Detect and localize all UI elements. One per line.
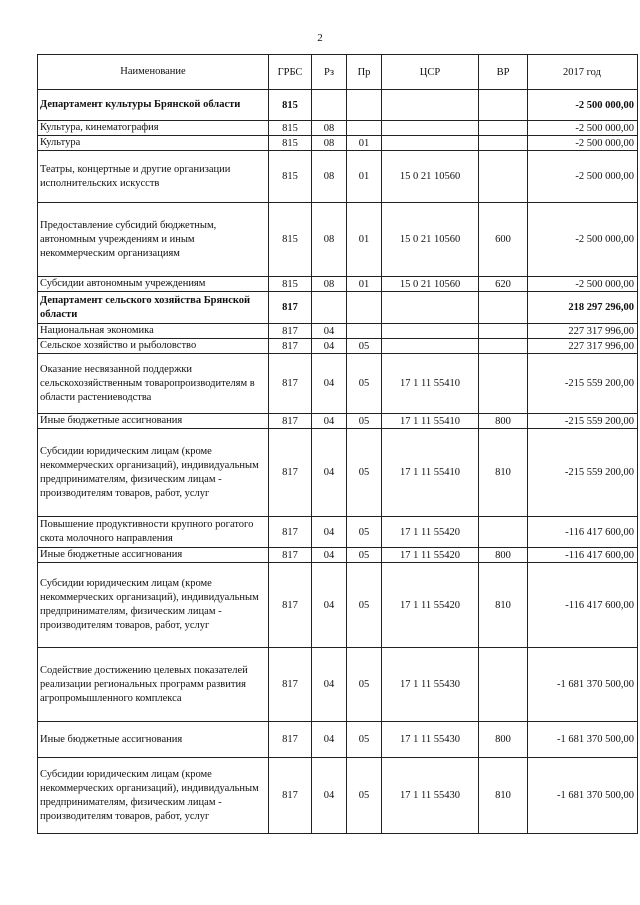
cell-name: Культура, кинематография — [38, 121, 269, 136]
cell-grbs: 817 — [269, 414, 312, 429]
cell-amount: -2 500 000,00 — [528, 151, 638, 203]
cell-vr — [479, 517, 528, 548]
cell-pr — [347, 90, 382, 121]
table-row — [38, 414, 638, 429]
cell-grbs: 815 — [269, 90, 312, 121]
cell-rz: 08 — [312, 136, 347, 151]
cell-rz: 08 — [312, 277, 347, 292]
cell-pr: 05 — [347, 722, 382, 758]
cell-vr — [479, 151, 528, 203]
cell-grbs: 815 — [269, 121, 312, 136]
cell-csr: 17 1 11 55410 — [382, 414, 479, 429]
cell-csr: 17 1 11 55410 — [382, 354, 479, 414]
cell-rz: 04 — [312, 758, 347, 834]
cell-amount: -1 681 370 500,00 — [528, 648, 638, 722]
cell-name: Национальная экономика — [38, 324, 269, 339]
cell-grbs: 817 — [269, 517, 312, 548]
cell-pr: 01 — [347, 151, 382, 203]
column-header-amount: 2017 год — [528, 55, 638, 90]
table-row — [38, 121, 638, 136]
table-row — [38, 548, 638, 563]
cell-amount: -1 681 370 500,00 — [528, 722, 638, 758]
cell-csr: 15 0 21 10560 — [382, 203, 479, 277]
cell-grbs: 817 — [269, 758, 312, 834]
cell-pr: 05 — [347, 414, 382, 429]
cell-amount: 218 297 296,00 — [528, 292, 638, 324]
cell-amount: -2 500 000,00 — [528, 203, 638, 277]
cell-rz: 04 — [312, 517, 347, 548]
cell-rz: 04 — [312, 429, 347, 517]
table-header-row — [38, 55, 638, 90]
cell-vr — [479, 324, 528, 339]
cell-pr — [347, 324, 382, 339]
cell-csr: 17 1 11 55430 — [382, 758, 479, 834]
cell-name: Иные бюджетные ассигнования — [38, 548, 269, 563]
cell-pr: 01 — [347, 203, 382, 277]
cell-name: Содействие достижению целевых показателей реализации региональных программ развития агропромышленного комплекса — [38, 648, 269, 722]
cell-name: Иные бюджетные ассигнования — [38, 414, 269, 429]
cell-vr: 800 — [479, 722, 528, 758]
cell-amount: -116 417 600,00 — [528, 548, 638, 563]
table-row — [38, 563, 638, 648]
column-header-pr: Пр — [347, 55, 382, 90]
cell-pr — [347, 121, 382, 136]
cell-name: Субсидии юридическим лицам (кроме некоммерческих организаций), индивидуальным предпринимателям, физическим лицам - производителям товаров, работ, услуг — [38, 563, 269, 648]
cell-pr: 05 — [347, 758, 382, 834]
cell-grbs: 817 — [269, 292, 312, 324]
cell-vr: 810 — [479, 429, 528, 517]
cell-csr: 17 1 11 55410 — [382, 429, 479, 517]
cell-rz: 04 — [312, 414, 347, 429]
cell-grbs: 817 — [269, 722, 312, 758]
cell-pr: 01 — [347, 277, 382, 292]
table-row — [38, 136, 638, 151]
cell-csr — [382, 136, 479, 151]
table-row — [38, 517, 638, 548]
cell-amount: -2 500 000,00 — [528, 121, 638, 136]
cell-name: Оказание несвязанной поддержки сельскохозяйственным товаропроизводителям в области растениеводства — [38, 354, 269, 414]
cell-grbs: 815 — [269, 203, 312, 277]
cell-name: Субсидии юридическим лицам (кроме некоммерческих организаций), индивидуальным предпринимателям, физическим лицам - производителям товаров, работ, услуг — [38, 429, 269, 517]
cell-grbs: 817 — [269, 563, 312, 648]
cell-grbs: 815 — [269, 277, 312, 292]
table-row — [38, 648, 638, 722]
cell-rz: 04 — [312, 563, 347, 648]
table-row — [38, 203, 638, 277]
cell-csr: 17 1 11 55420 — [382, 517, 479, 548]
cell-csr — [382, 339, 479, 354]
cell-name: Культура — [38, 136, 269, 151]
cell-rz: 04 — [312, 648, 347, 722]
cell-pr: 05 — [347, 429, 382, 517]
column-header-grbs: ГРБС — [269, 55, 312, 90]
cell-amount: -215 559 200,00 — [528, 354, 638, 414]
column-header-vr: ВР — [479, 55, 528, 90]
cell-csr: 15 0 21 10560 — [382, 151, 479, 203]
table-row — [38, 354, 638, 414]
cell-rz — [312, 90, 347, 121]
cell-vr: 810 — [479, 563, 528, 648]
cell-amount: -2 500 000,00 — [528, 90, 638, 121]
cell-amount: -116 417 600,00 — [528, 517, 638, 548]
cell-csr: 17 1 11 55420 — [382, 563, 479, 648]
cell-grbs: 817 — [269, 648, 312, 722]
cell-csr: 17 1 11 55420 — [382, 548, 479, 563]
cell-csr — [382, 121, 479, 136]
cell-pr — [347, 292, 382, 324]
cell-pr: 05 — [347, 648, 382, 722]
cell-grbs: 817 — [269, 324, 312, 339]
cell-rz: 08 — [312, 121, 347, 136]
cell-amount: 227 317 996,00 — [528, 339, 638, 354]
table-row — [38, 292, 638, 324]
cell-pr: 05 — [347, 548, 382, 563]
cell-csr: 17 1 11 55430 — [382, 648, 479, 722]
cell-csr — [382, 90, 479, 121]
cell-pr: 05 — [347, 339, 382, 354]
table-row — [38, 151, 638, 203]
cell-vr — [479, 121, 528, 136]
cell-name: Театры, концертные и другие организации исполнительских искусств — [38, 151, 269, 203]
cell-rz: 04 — [312, 339, 347, 354]
table-row — [38, 429, 638, 517]
cell-vr — [479, 136, 528, 151]
cell-amount: -1 681 370 500,00 — [528, 758, 638, 834]
cell-rz: 08 — [312, 151, 347, 203]
table-body — [38, 90, 638, 834]
table-row — [38, 722, 638, 758]
cell-grbs: 817 — [269, 354, 312, 414]
cell-rz: 04 — [312, 548, 347, 563]
cell-vr — [479, 292, 528, 324]
cell-amount: -116 417 600,00 — [528, 563, 638, 648]
page-number: 2 — [317, 32, 323, 44]
cell-vr — [479, 339, 528, 354]
cell-pr: 05 — [347, 563, 382, 648]
cell-name: Субсидии автономным учреждениям — [38, 277, 269, 292]
cell-grbs: 817 — [269, 429, 312, 517]
cell-name: Департамент культуры Брянской области — [38, 90, 269, 121]
column-header-rz: Рз — [312, 55, 347, 90]
cell-vr — [479, 354, 528, 414]
cell-csr: 15 0 21 10560 — [382, 277, 479, 292]
cell-rz: 04 — [312, 722, 347, 758]
cell-amount: -215 559 200,00 — [528, 429, 638, 517]
cell-amount: 227 317 996,00 — [528, 324, 638, 339]
cell-pr: 05 — [347, 517, 382, 548]
cell-grbs: 815 — [269, 136, 312, 151]
cell-vr: 600 — [479, 203, 528, 277]
cell-amount: -215 559 200,00 — [528, 414, 638, 429]
cell-csr: 17 1 11 55430 — [382, 722, 479, 758]
table-row — [38, 324, 638, 339]
cell-name: Субсидии юридическим лицам (кроме некоммерческих организаций), индивидуальным предпринимателям, физическим лицам - производителям товаров, работ, услуг — [38, 758, 269, 834]
cell-rz: 08 — [312, 203, 347, 277]
cell-amount: -2 500 000,00 — [528, 277, 638, 292]
cell-grbs: 817 — [269, 339, 312, 354]
cell-name: Предоставление субсидий бюджетным, автономным учреждениям и иным некоммерческим организациям — [38, 203, 269, 277]
cell-vr: 620 — [479, 277, 528, 292]
cell-name: Департамент сельского хозяйства Брянской области — [38, 292, 269, 324]
cell-rz: 04 — [312, 324, 347, 339]
cell-pr: 01 — [347, 136, 382, 151]
cell-name: Иные бюджетные ассигнования — [38, 722, 269, 758]
column-header-csr: ЦСР — [382, 55, 479, 90]
cell-vr: 800 — [479, 548, 528, 563]
cell-rz — [312, 292, 347, 324]
cell-name: Повышение продуктивности крупного рогатого скота молочного направления — [38, 517, 269, 548]
cell-pr: 05 — [347, 354, 382, 414]
column-header-name: Наименование — [38, 55, 269, 90]
cell-rz: 04 — [312, 354, 347, 414]
cell-vr — [479, 648, 528, 722]
cell-grbs: 815 — [269, 151, 312, 203]
table-row — [38, 90, 638, 121]
cell-vr: 810 — [479, 758, 528, 834]
cell-csr — [382, 292, 479, 324]
cell-csr — [382, 324, 479, 339]
cell-vr: 800 — [479, 414, 528, 429]
table-row — [38, 277, 638, 292]
table-row — [38, 339, 638, 354]
cell-grbs: 817 — [269, 548, 312, 563]
cell-name: Сельское хозяйство и рыболовство — [38, 339, 269, 354]
cell-vr — [479, 90, 528, 121]
cell-amount: -2 500 000,00 — [528, 136, 638, 151]
table-row — [38, 758, 638, 834]
budget-table — [37, 54, 638, 834]
